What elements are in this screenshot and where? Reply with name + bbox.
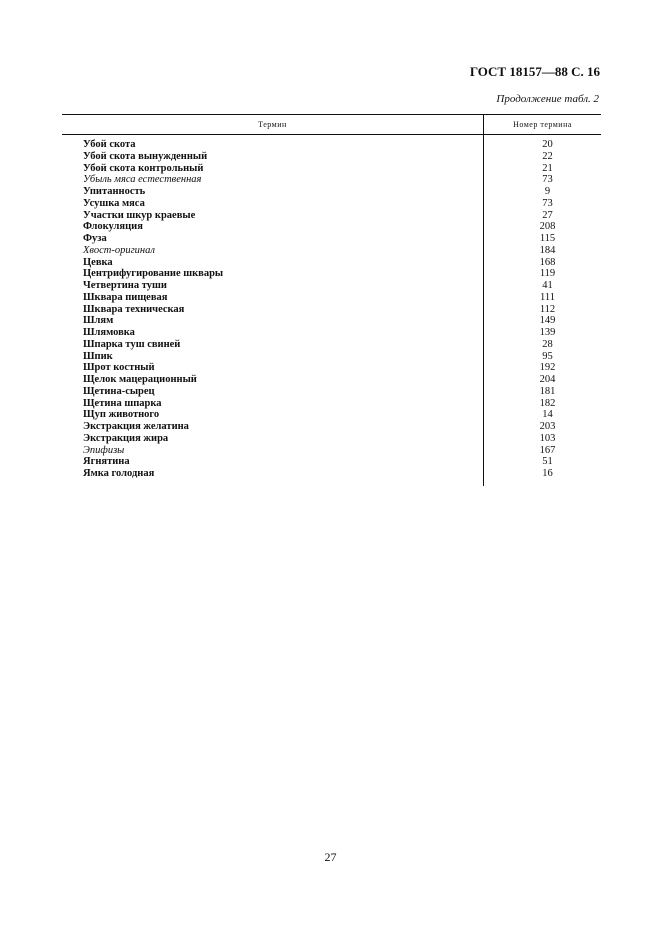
term-cell: Убой скота вынужденный bbox=[83, 150, 208, 162]
term-cell: Шквара пищевая bbox=[83, 291, 168, 303]
table-row bbox=[62, 139, 601, 151]
term-number-cell: 22 bbox=[542, 150, 553, 162]
term-cell: Убой скота контрольный bbox=[83, 162, 204, 174]
term-number-cell: 73 bbox=[542, 197, 553, 209]
term-number-cell: 181 bbox=[539, 385, 556, 397]
term-cell: Шрот костный bbox=[83, 362, 155, 374]
term-number-cell: 41 bbox=[542, 280, 553, 291]
table-body bbox=[62, 139, 601, 480]
term-cell: Шлямовка bbox=[83, 327, 135, 338]
term-number-cell: 203 bbox=[539, 421, 556, 432]
term-number-cell: 204 bbox=[539, 374, 556, 385]
term-cell: Убой скота bbox=[83, 139, 136, 150]
term-number-cell: 103 bbox=[539, 432, 556, 444]
table-row bbox=[62, 456, 601, 468]
term-cell: Экстракция жира bbox=[83, 432, 169, 444]
table-continuation-label: Продолжение табл. 2 bbox=[496, 93, 599, 105]
table-row bbox=[62, 174, 601, 186]
table-row bbox=[62, 233, 601, 245]
term-number-cell: 9 bbox=[544, 186, 551, 197]
table-row bbox=[62, 221, 601, 233]
table-row bbox=[62, 304, 601, 316]
table-row bbox=[62, 210, 601, 222]
table-row bbox=[62, 398, 601, 410]
term-cell: Ямка голодная bbox=[83, 468, 155, 479]
term-cell: Цевка bbox=[83, 256, 113, 268]
table-row bbox=[62, 351, 601, 363]
term-number-cell: 73 bbox=[542, 174, 553, 186]
term-cell: Четвертина туши bbox=[83, 280, 167, 291]
term-number-cell: 95 bbox=[542, 350, 553, 362]
term-number-cell: 149 bbox=[539, 315, 556, 327]
table-row bbox=[62, 245, 601, 257]
table-row bbox=[62, 339, 601, 351]
term-cell: Убыль мяса естественная bbox=[83, 174, 202, 186]
table-row bbox=[62, 445, 601, 457]
term-cell: Щуп животного bbox=[83, 409, 160, 421]
term-cell: Флокуляция bbox=[83, 221, 143, 233]
term-number-cell: 115 bbox=[539, 233, 556, 244]
table-top-rule bbox=[62, 114, 601, 115]
table-row bbox=[62, 186, 601, 198]
table-row bbox=[62, 433, 601, 445]
term-number-cell: 21 bbox=[542, 162, 553, 174]
term-cell: Ягнятина bbox=[83, 456, 130, 468]
term-number-cell: 51 bbox=[542, 456, 553, 468]
page-number: 27 bbox=[324, 850, 337, 864]
table-row bbox=[62, 386, 601, 398]
term-number-cell: 27 bbox=[542, 209, 553, 221]
term-number-cell: 168 bbox=[539, 256, 556, 268]
term-cell: Щелок мацерационный bbox=[83, 374, 197, 385]
term-cell: Шпарка туш свиней bbox=[83, 338, 181, 350]
terms-table bbox=[62, 114, 601, 486]
term-number-cell: 16 bbox=[542, 468, 553, 479]
table-row bbox=[62, 198, 601, 210]
table-row bbox=[62, 280, 601, 292]
term-number-cell: 208 bbox=[539, 221, 556, 233]
term-cell: Усушка мяса bbox=[83, 197, 145, 209]
term-cell: Эпифизы bbox=[83, 444, 125, 456]
term-cell: Центрифугирование шквары bbox=[83, 268, 224, 280]
term-cell: Щетина шпарка bbox=[83, 397, 162, 409]
term-cell: Хвост-оригинал bbox=[83, 244, 155, 256]
term-cell: Шлям bbox=[83, 315, 114, 327]
term-cell: Экстракция желатина bbox=[83, 421, 189, 432]
term-number-cell: 139 bbox=[539, 327, 556, 338]
table-row bbox=[62, 151, 601, 163]
term-number-cell: 20 bbox=[542, 139, 553, 150]
table-row bbox=[62, 421, 601, 433]
table-row bbox=[62, 163, 601, 175]
term-cell: Щетина-сырец bbox=[83, 385, 155, 397]
table-row bbox=[62, 268, 601, 280]
term-number-cell: 28 bbox=[542, 338, 553, 350]
table-row bbox=[62, 409, 601, 421]
term-number-cell: 111 bbox=[540, 291, 555, 303]
table-row bbox=[62, 315, 601, 327]
table-row bbox=[62, 257, 601, 269]
table-row bbox=[62, 292, 601, 304]
table-row bbox=[62, 374, 601, 386]
document-code: ГОСТ 18157—88 С. 16 bbox=[469, 64, 600, 79]
term-number-cell: 119 bbox=[539, 268, 556, 280]
term-number-cell: 184 bbox=[539, 244, 556, 256]
term-cell: Шквара техническая bbox=[83, 303, 185, 315]
term-number-cell: 14 bbox=[542, 409, 553, 421]
table-row bbox=[62, 327, 601, 339]
table-header-rule bbox=[62, 134, 601, 135]
term-number-cell: 112 bbox=[539, 303, 556, 315]
column-header-term: Термин bbox=[258, 120, 287, 129]
term-number-cell: 167 bbox=[539, 444, 556, 456]
term-cell: Упитанность bbox=[83, 186, 146, 197]
term-number-cell: 192 bbox=[539, 362, 556, 374]
column-header-number: Номер термина bbox=[513, 120, 572, 129]
term-number-cell: 182 bbox=[539, 397, 556, 409]
term-cell: Участки шкур краевые bbox=[83, 209, 196, 221]
term-cell: Шпик bbox=[83, 350, 113, 362]
term-cell: Фуза bbox=[83, 233, 107, 244]
table-row bbox=[62, 468, 601, 480]
table-row bbox=[62, 362, 601, 374]
